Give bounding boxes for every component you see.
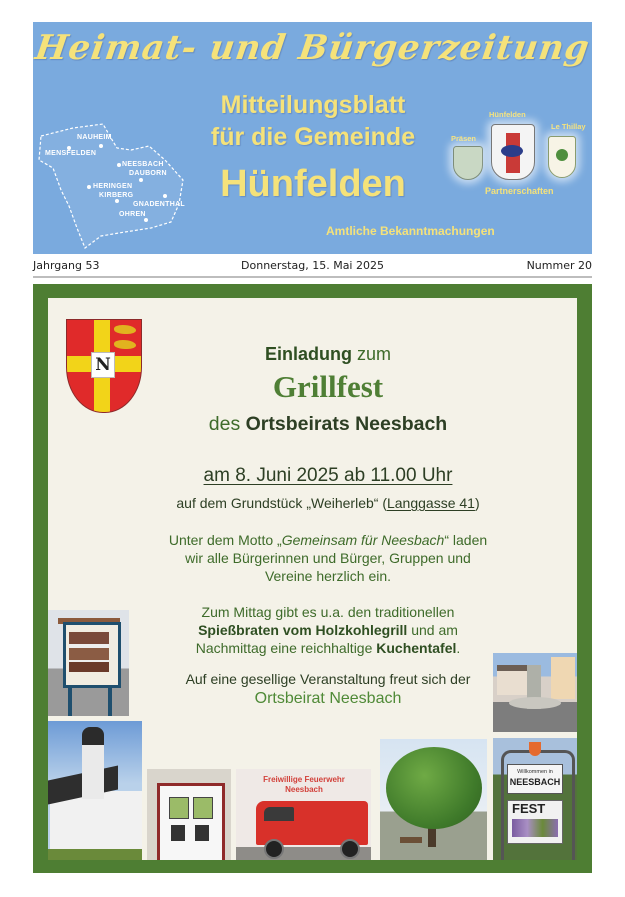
fountain-photo [493,653,577,732]
map-dot [115,199,119,203]
map-label-ohren: OHREN [119,211,146,218]
le-thillay-crest-icon [548,136,576,178]
map-label-gnadenthal: GNADENTHAL [133,201,185,208]
map-label-nauheim: NAUHEIM [77,134,112,141]
partnership-crests [445,104,590,204]
church-photo [48,721,142,860]
vending-machine-photo [147,769,231,860]
invitation-heading: Einladung zum [264,344,391,364]
map-dot [163,194,167,198]
masthead-banner [33,22,592,254]
map-dot [117,163,121,167]
huenfelden-crest-icon [491,124,535,180]
fire-truck-photo: Freiwillige Feuerwehr Neesbach [236,769,371,860]
announcement-panel [48,298,577,860]
crest-label-praesen: Präsen [451,134,477,143]
event-motto-paragraph: Unter dem Motto „Gemeinsam für Neesbach“ laden wir alle Bürgerinnen und Bürger, Gruppen und Vereine herzlich ein. [168,532,488,584]
announcement-frame [33,284,592,873]
map-dot [99,144,103,148]
issue-number: Nummer 20 [526,259,592,272]
issue-volume: Jahrgang 53 [33,259,100,272]
coat-of-arms-letter: N [91,352,115,378]
event-host: des Ortsbeirats Neesbach [208,413,448,435]
map-dot [139,178,143,182]
event-food-paragraph: Zum Mittag gibt es u.a. den traditionellen Spießbraten vom Holzkohlegrill und am Nachmittag eine reichhaltige Kuchentafel. [195,604,461,656]
map-dot [144,218,148,222]
partnerships-label: Partnerschaften [485,186,554,196]
crest-label-le-thillay: Le Thillay [551,122,586,131]
welcome-sign-photo: Willkommen in NEESBACH FEST [493,738,577,860]
map-label-heringen: HERINGEN [93,183,133,190]
issue-info-line [33,258,592,274]
map-label-neesbach: NEESBACH [122,161,164,168]
subtitle-mitteilungsblatt: Mitteilungsblatt [220,91,406,119]
newspaper-title: Heimat- und Bürgerzeitung [33,28,592,68]
event-location: auf dem Grundstück „Weiherleb“ (Langgasse 41) [176,495,480,511]
event-address: Langgasse 41 [386,495,475,511]
municipality-map [33,120,193,250]
header-divider [33,276,592,278]
map-label-dauborn: DAUBORN [129,170,167,177]
issue-date: Donnerstag, 15. Mai 2025 [241,259,384,272]
event-datetime: am 8. Juni 2025 ab 11.00 Uhr [203,465,453,486]
map-label-kirberg: KIRBERG [99,192,134,199]
map-dot [87,185,91,189]
signature: Ortsbeirat Neesbach [254,690,402,707]
map-label-mensfelden: MENSFELDEN [45,150,97,157]
closing-line: Auf eine gesellige Veranstaltung freut sich der [185,671,471,687]
official-notices-label: Amtliche Bekanntmachungen [326,224,495,238]
praesen-crest-icon [453,146,483,180]
crest-label-huenfelden: Hünfelden [489,110,526,119]
event-title: Grillfest [272,369,384,404]
municipality-name: Hünfelden [220,163,406,205]
bookcase-photo [48,610,129,716]
tree-photo [380,739,487,860]
sign-crest-icon [529,742,541,756]
subtitle-gemeinde: für die Gemeinde [210,123,416,151]
